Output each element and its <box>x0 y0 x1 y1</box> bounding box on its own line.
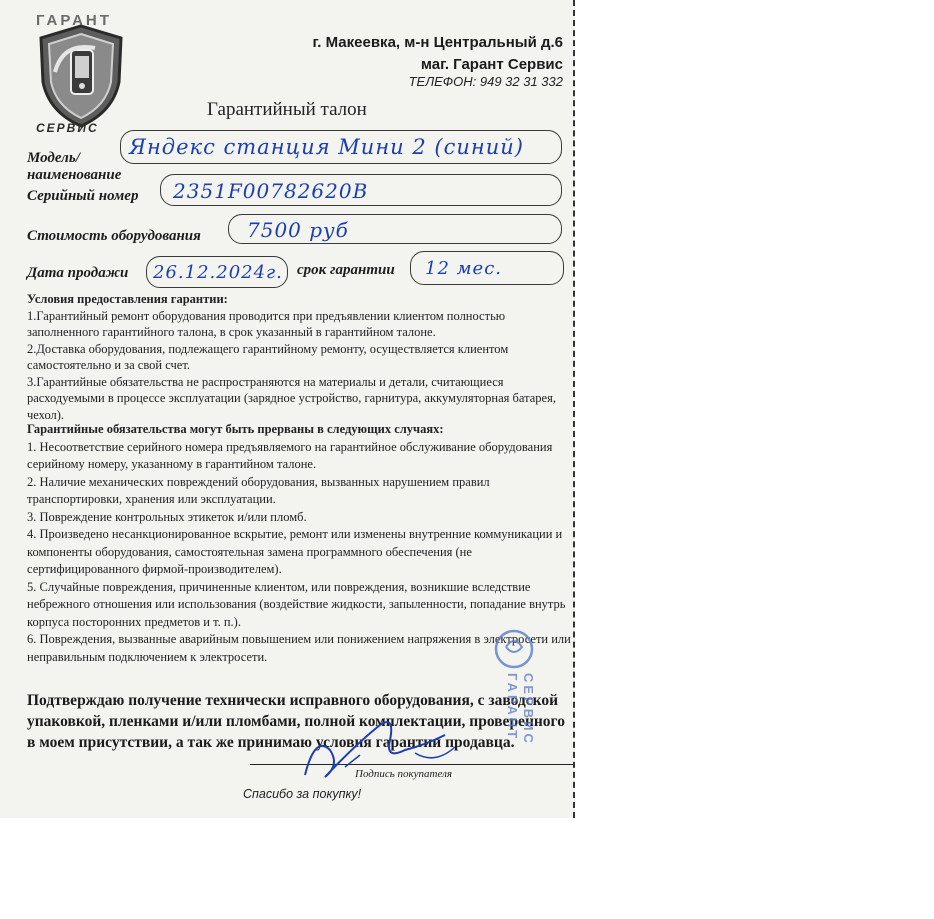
sale-date-label: Дата продажи <box>27 265 129 281</box>
warranty-field[interactable] <box>410 251 564 285</box>
brand-name-top: ГАРАНТ <box>36 12 112 29</box>
termination-heading: Гарантийные обязательства могут быть прерваны в следующих случаях: <box>27 422 444 436</box>
termination-item: 3. Повреждение контрольных этикеток и/или пломб. <box>27 509 307 524</box>
sale-date-field[interactable] <box>146 256 288 288</box>
condition-item: 1.Гарантийный ремонт оборудования проводится при предъявлении клиентом полностью заполненного гарантийного талона, в срок указанный в гарантийном талоне. <box>27 308 506 339</box>
termination-item: 4. Произведено несанкционированное вскрытие, ремонт или изменены внутренние коммуникации и компоненты оборудования, самостоятельная замена программного обеспечения (не сертифицированного фирмой-производителем). <box>27 527 563 576</box>
shield-phone-icon <box>33 12 129 136</box>
termination-item: 6. Повреждения, вызванные аварийным повышением или понижением напряжения в электросети или неправильным подключением к электросети. <box>27 632 571 664</box>
condition-item: 3.Гарантийные обязательства не распространяются на материалы и детали, считающиеся расходуемыми в процессе эксплуатации (зарядное устройство, гарнитура, аккумуляторная батарея, чехол). <box>27 374 556 422</box>
svg-text:СЕРВИС: СЕРВИС <box>521 673 536 746</box>
conditions-section <box>27 291 571 423</box>
model-label: Модель/ наименование <box>27 150 122 183</box>
condition-item: 2.Доставка оборудования, подлежащего гарантийному ремонту, осуществляется клиентом самостоятельно и за свой счет. <box>27 341 509 372</box>
warranty-label: срок гарантии <box>297 262 395 278</box>
termination-item: 1. Несоответствие серийного номера предъявляемого на гарантийное обслуживание оборудования серийному номеру, указанному в гарантийном талоне. <box>27 439 553 471</box>
thanks-text: Спасибо за покупку! <box>243 787 362 801</box>
document-title: Гарантийный талон <box>207 99 367 120</box>
svg-text:ГАРАНТ: ГАРАНТ <box>505 673 520 742</box>
serial-field[interactable] <box>160 174 562 206</box>
price-label: Стоимость оборудования <box>27 228 201 244</box>
sale-date-value: 26.12.2024г. <box>153 262 283 283</box>
store-phone: ТЕЛЕФОН: 949 32 31 332 <box>408 74 563 89</box>
brand-name-bottom: СЕРВИС <box>36 121 99 135</box>
serial-label: Серийный номер <box>27 188 139 204</box>
model-field[interactable] <box>120 130 562 164</box>
store-address: г. Макеевка, м-н Центральный д.6 <box>312 34 563 51</box>
serial-value: 2351F00782620B <box>173 179 369 203</box>
warranty-value: 12 мес. <box>425 258 503 279</box>
termination-item: 2. Наличие механических повреждений оборудования, вызванных нарушением правил транспортировки, хранения или эксплуатации. <box>27 474 490 506</box>
confirmation-text: Подтверждаю получение технически исправного оборудования, с заводской упаковкой, пленками и/или пломбами, полной комплектации, проверенного в моем присутствии, а так же принимаю условия гарантии продавца. <box>27 692 565 751</box>
conditions-heading: Условия предоставления гарантии: <box>27 292 228 306</box>
termination-item: 5. Случайные повреждения, причиненные клиентом, или повреждения, возникшие вследствие небрежного отношения или использования (воздействие жидкости, запыленности, попадание внутрь корпуса посторонних предметов и т. п.). <box>27 579 566 629</box>
signature-label: Подпись покупателя <box>355 768 452 780</box>
price-field[interactable] <box>228 214 562 244</box>
model-value: Яндекс станция Мини 2 (синий) <box>129 135 524 159</box>
price-value: 7500 руб <box>247 218 349 242</box>
stamp-icon <box>488 625 540 785</box>
store-name: маг. Гарант Сервис <box>420 56 563 73</box>
